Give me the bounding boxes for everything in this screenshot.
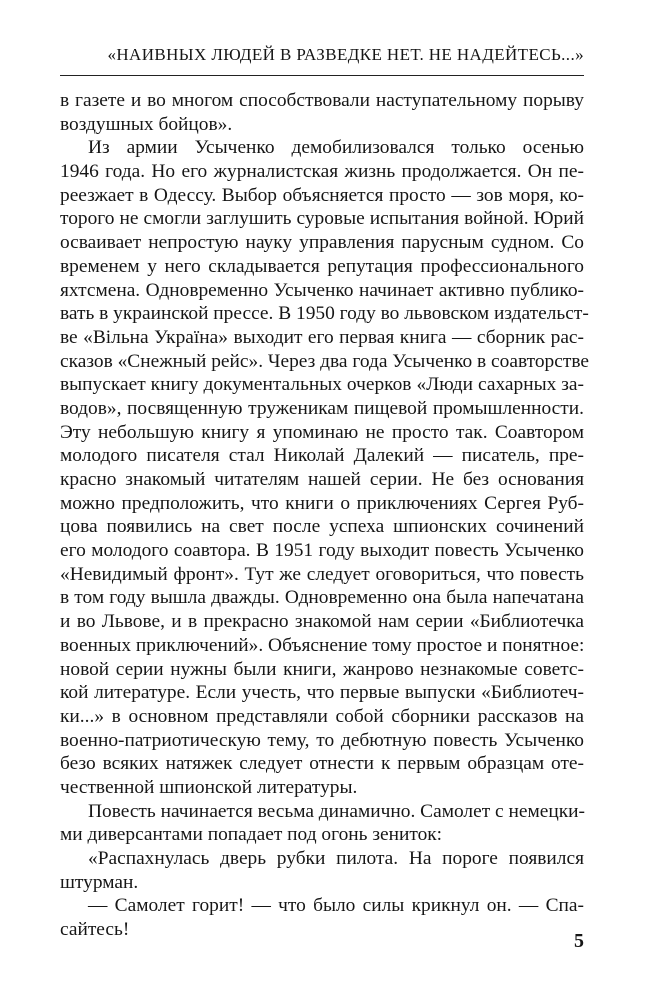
text-line: в газете и во многом способствовали наступательному порыву [60, 90, 584, 111]
header-rule [60, 75, 584, 76]
text-line: военных приключений». Объяснение тому простое и понятное: [60, 634, 585, 656]
text-line: временем у него складывается репутация профессионального [60, 255, 584, 277]
text-line: торого не смогли заглушить суровые испытания войной. Юрий [60, 208, 584, 230]
text-line: осваивает непростую науку управления парусным судном. Со [60, 232, 584, 254]
text-line: вать в украинской прессе. В 1950 году во львовском издательст- [60, 303, 589, 325]
text-line: «Невидимый фронт». Тут же следует оговориться, что повесть [60, 563, 584, 585]
text-line: реезжает в Одессу. Выбор объясняется просто — зов моря, ко- [60, 184, 584, 206]
text-line: новой серии нужны были книги, жанрово незнакомые советс- [60, 658, 584, 680]
text-line: в том году вышла дважды. Одновременно она была напечатана [60, 587, 584, 609]
running-head: «НАИВНЫХ ЛЮДЕЙ В РАЗВЕДКЕ НЕТ. НЕ НАДЕЙТЕСЬ...» [107, 45, 584, 64]
text-line: его молодого соавтора. В 1951 году выходит повесть Усыченко [60, 540, 584, 562]
text-line: военно-патриотическую тему, то дебютную повесть Усыченко [60, 729, 584, 751]
text-line: «Распахнулась дверь рубки пилота. На пороге появился [88, 848, 584, 869]
text-line: молодого писателя стал Николай Далекий — писатель, пре- [60, 445, 584, 467]
text-line: Эту небольшую книгу я упоминаю не просто так. Соавтором [60, 421, 584, 443]
text-line: сайтесь! [60, 919, 130, 941]
text-line: ми диверсантами попадает под огонь зениток: [60, 824, 443, 846]
text-line: можно предположить, что книги о приключениях Сергея Руб- [60, 492, 584, 514]
text-line: ве «Вільна Україна» выходит его первая книга — сборник рас- [60, 326, 584, 348]
page-number: 5 [574, 930, 584, 952]
text-line: красно знакомый читателям нашей серии. Не без основания [60, 469, 584, 490]
text-line: Повесть начинается весьма динамично. Самолет с немецки- [88, 800, 585, 822]
text-line: 1946 года. Но его журналистская жизнь продолжается. Он пе- [60, 161, 584, 183]
body-text [60, 89, 589, 942]
text-line: безо всяких натяжек следует отнести к первым образцам оте- [60, 753, 584, 775]
text-line: цова появились на свет после успеха шпионских сочинений [60, 516, 584, 538]
text-line: воздушных бойцов». [60, 113, 233, 135]
text-line: штурман. [60, 871, 139, 893]
text-line: чественной шпионской литературы. [60, 776, 358, 798]
text-line: сказов «Снежный рейс». Через два года Усыченко в соавторстве [60, 350, 589, 372]
text-line: кой литературе. Если учесть, что первые выпуски «Библиотеч- [60, 682, 584, 704]
text-line: ки...» в основном представляли собой сборники рассказов на [60, 705, 584, 727]
text-line: водов», посвященную труженикам пищевой промышленности. [60, 397, 584, 419]
text-line: и во Львове, и в прекрасно знакомой нам серии «Библиотечка [60, 611, 584, 633]
text-line: — Самолет горит! — что было силы крикнул он. — Спа- [88, 895, 584, 917]
text-line: яхтсмена. Одновременно Усыченко начинает активно публико- [60, 279, 584, 301]
text-line: Из армии Усыченко демобилизовался только осенью [88, 137, 584, 159]
text-line: выпускает книгу документальных очерков «Люди сахарных за- [60, 374, 584, 396]
